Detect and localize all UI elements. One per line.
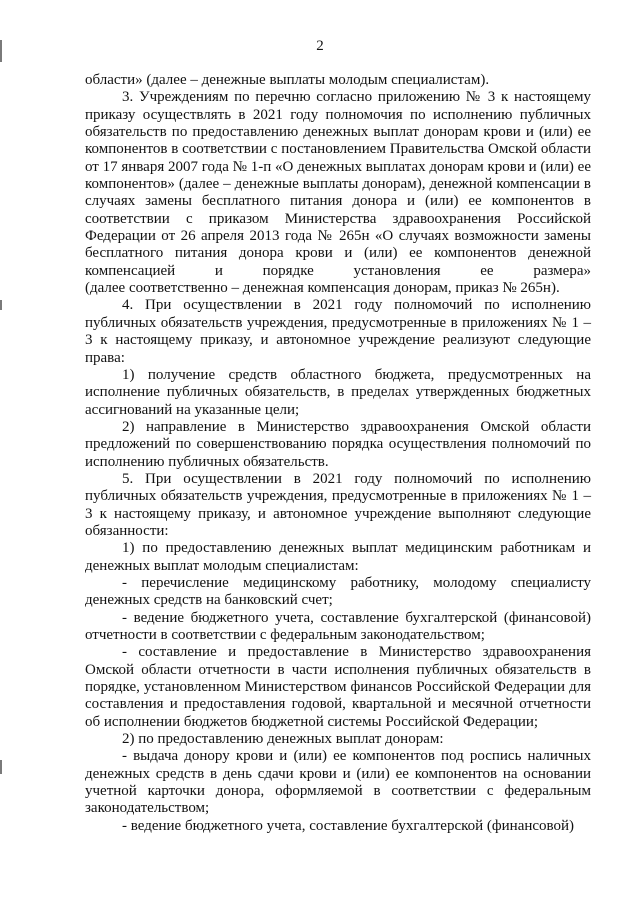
scan-edge-mark [0,760,2,774]
paragraph: 1) по предоставлению денежных выплат медицинским работникам и денежных выплат молодым специалистам: [85,540,591,574]
paragraph: 4. При осуществлении в 2021 году полномочий по исполнению публичных обязательств учреждения, предусмотренные в приложениях № 1 – 3 к настоящему приказу, и автономное учреждение реализуют следующие права: [85,297,591,366]
paragraph: (далее соответственно – денежная компенсация донорам, приказ № 265н). [85,280,560,297]
paragraph: - ведение бюджетного учета, составление бухгалтерской (финансовой) отчетности в соответствии с федеральным законодательством; [85,609,591,643]
paragraph: области» (далее – денежные выплаты молодым специалистам). [85,72,490,88]
document-body [85,72,591,835]
scan-edge-mark [0,300,2,310]
paragraph: 2) направление в Министерство здравоохранения Омской области предложений по совершенствованию порядка осуществления полномочий по исполнению публичных обязательств. [85,418,591,470]
paragraph: - выдача донору крови и (или) ее компонентов под роспись наличных денежных средств в день сдачи крови и (или) ее компонентов на основании учетной карточки донора, оформляемой в соответствии с федеральным законодательством; [85,748,591,817]
paragraph: - составление и предоставление в Министерство здравоохранения Омской области отчетности в части исполнения публичных обязательств в порядке, установленном Министерством финансов Российской Федерации для составления и предоставления годовой, квартальной и месячной отчетности об исполнении бюджетов бюджетной системы Российской Федерации; [85,644,591,730]
paragraph: 1) получение средств областного бюджета, предусмотренных на исполнение публичных обязательств, в пределах утвержденных бюджетных ассигнований на указанные цели; [85,366,591,418]
paragraph: 5. При осуществлении в 2021 году полномочий по исполнению публичных обязательств учреждения, предусмотренные в приложениях № 1 – 3 к настоящему приказу, и автономное учреждение выполняют следующие обязанности: [85,470,591,539]
paragraph: - перечисление медицинскому работнику, молодому специалисту денежных средств на банковский счет; [85,574,591,609]
paragraph: - ведение бюджетного учета, составление бухгалтерской (финансовой) [122,817,575,834]
paragraph: 3. Учреждениям по перечню согласно приложению № 3 к настоящему приказу осуществлять в 2021 году полномочия по исполнению публичных обязательств по предоставлению денежных выплат донорам крови и (или) ее компонентов в соответствии с постановлением Правительства Омской области от 17 января 2007 года № 1-п «О денежных выплатах донорам крови и (или) ее компонентов» (далее – денежные выплаты донорам), денежной компенсации в случаях замены бесплатного питания донора и (или) ее компонентов в соответствии с приказом Министерства здравоохранения Российской Федерации от 26 апреля 2013 года № 265н «О случаях возможности замены бесплатного питания донора крови и (или) ее компонентов денежной компенсацией и порядке установления ее размера» [85,89,591,279]
paragraph: 2) по предоставлению денежных выплат донорам: [122,731,444,748]
page-number: 2 [316,38,324,54]
